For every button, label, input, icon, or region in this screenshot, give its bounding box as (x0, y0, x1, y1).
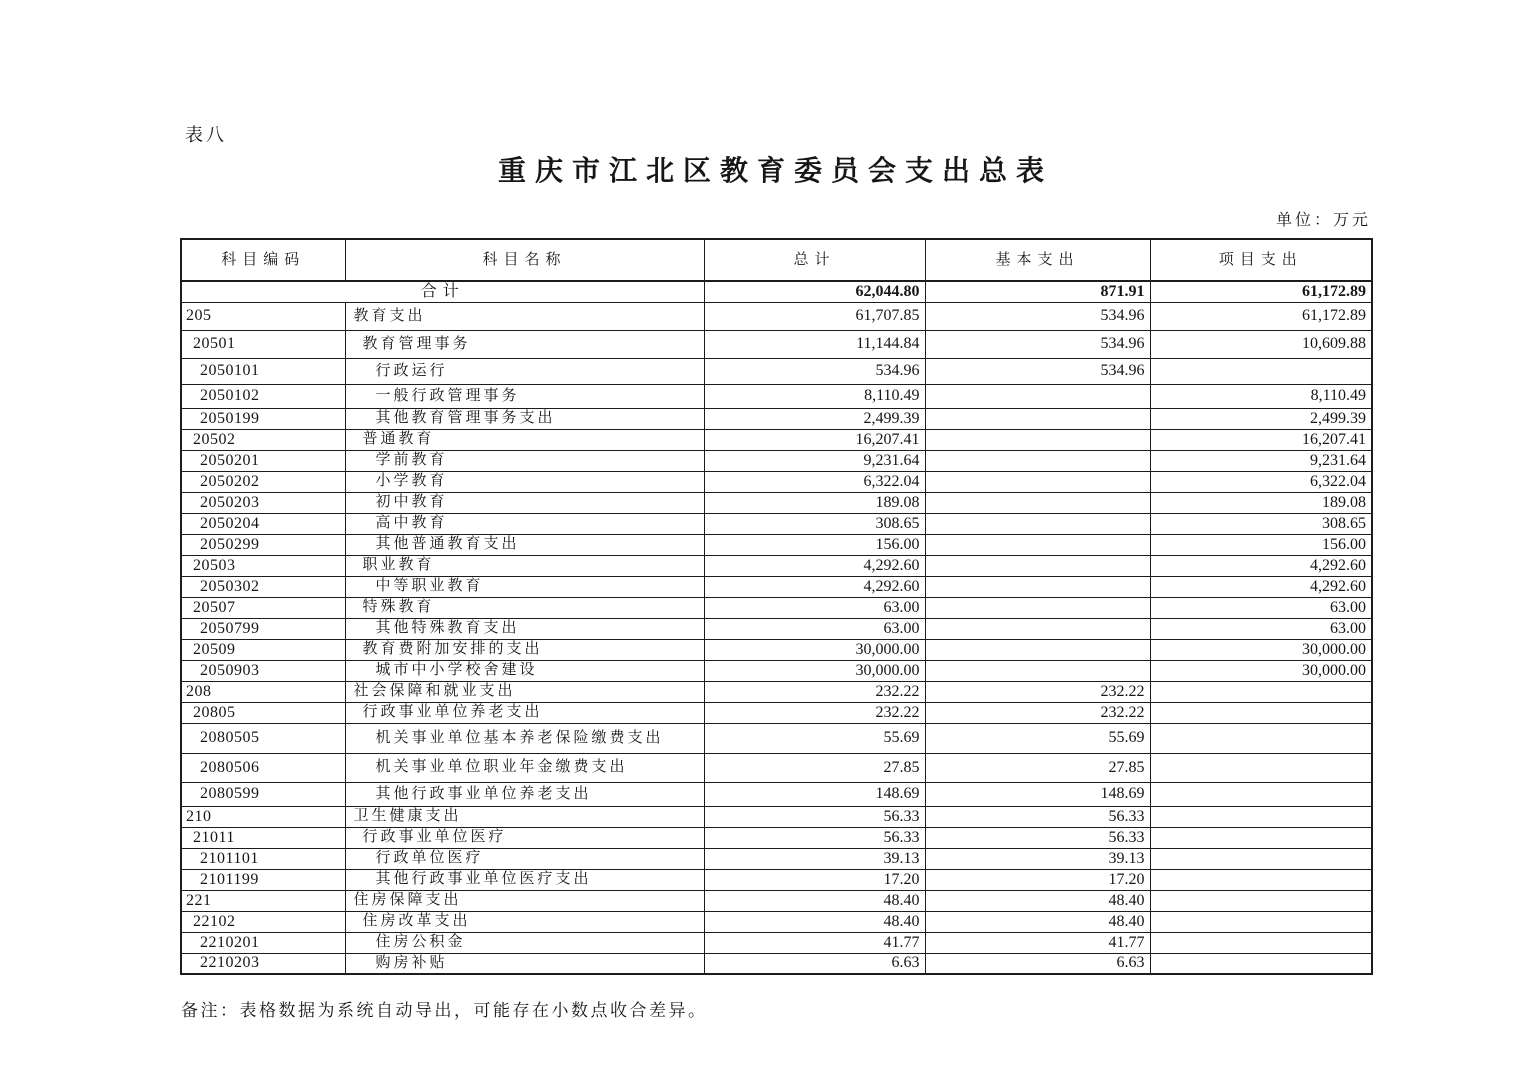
cell-subject-code: 2050302 (181, 576, 345, 597)
cell-subject-code: 221 (181, 890, 345, 911)
cell-project (1150, 932, 1372, 953)
cell-basic (925, 576, 1150, 597)
cell-total: 4,292.60 (704, 555, 925, 576)
cell-project (1150, 782, 1372, 806)
cell-subject-code: 2050299 (181, 534, 345, 555)
unit-label: 单位：万元 (1275, 212, 1371, 229)
cell-subject-code: 2050201 (181, 450, 345, 471)
cell-subject-name: 行政运行 (345, 358, 704, 384)
cell-subject-code: 2050799 (181, 618, 345, 639)
cell-basic: 534.96 (925, 302, 1150, 330)
cell-subject-code: 2210203 (181, 953, 345, 974)
cell-basic (925, 384, 1150, 408)
cell-subject-name: 其他普通教育支出 (345, 534, 704, 555)
cell-subject-code: 20501 (181, 330, 345, 358)
cell-total: 232.22 (704, 702, 925, 723)
cell-project: 4,292.60 (1150, 576, 1372, 597)
col-header-subject-name: 科目名称 (345, 239, 704, 281)
table-row (181, 618, 1372, 639)
cell-total: 2,499.39 (704, 408, 925, 429)
cell-total: 63.00 (704, 618, 925, 639)
cell-total: 16,207.41 (704, 429, 925, 450)
cell-subject-code: 208 (181, 681, 345, 702)
cell-project: 30,000.00 (1150, 639, 1372, 660)
cell-basic: 56.33 (925, 827, 1150, 848)
cell-subject-code: 2050903 (181, 660, 345, 681)
grand-total-total: 62,044.80 (704, 281, 925, 302)
cell-total: 41.77 (704, 932, 925, 953)
cell-project (1150, 827, 1372, 848)
cell-subject-name: 职业教育 (345, 555, 704, 576)
cell-project (1150, 723, 1372, 753)
cell-subject-code: 2050101 (181, 358, 345, 384)
cell-basic (925, 639, 1150, 660)
table-row (181, 408, 1372, 429)
cell-subject-code: 2080505 (181, 723, 345, 753)
cell-subject-name: 机关事业单位基本养老保险缴费支出 (345, 723, 704, 753)
cell-project: 6,322.04 (1150, 471, 1372, 492)
cell-subject-name: 普通教育 (345, 429, 704, 450)
cell-subject-code: 2050202 (181, 471, 345, 492)
cell-project: 63.00 (1150, 618, 1372, 639)
cell-total: 232.22 (704, 681, 925, 702)
cell-subject-code: 21011 (181, 827, 345, 848)
cell-subject-name: 一般行政管理事务 (345, 384, 704, 408)
cell-basic: 17.20 (925, 869, 1150, 890)
cell-subject-code: 2101101 (181, 848, 345, 869)
col-header-basic: 基本支出 (925, 239, 1150, 281)
cell-basic (925, 555, 1150, 576)
sheet-number-label: 表八 (185, 125, 227, 145)
cell-subject-name: 住房改革支出 (345, 911, 704, 932)
cell-subject-name: 社会保障和就业支出 (345, 681, 704, 702)
cell-total: 11,144.84 (704, 330, 925, 358)
cell-project (1150, 753, 1372, 782)
header-row (181, 239, 1372, 281)
grand-total-basic: 871.91 (925, 281, 1150, 302)
table-row (181, 358, 1372, 384)
cell-subject-name: 教育管理事务 (345, 330, 704, 358)
cell-total: 534.96 (704, 358, 925, 384)
table-row (181, 806, 1372, 827)
cell-subject-code: 205 (181, 302, 345, 330)
table-row (181, 723, 1372, 753)
footnote: 备注：表格数据为系统自动导出，可能存在小数点收合差异。 (181, 1001, 708, 1020)
cell-total: 4,292.60 (704, 576, 925, 597)
cell-subject-code: 210 (181, 806, 345, 827)
cell-project: 30,000.00 (1150, 660, 1372, 681)
table-row (181, 911, 1372, 932)
cell-total: 148.69 (704, 782, 925, 806)
cell-subject-code: 2050199 (181, 408, 345, 429)
cell-project: 4,292.60 (1150, 555, 1372, 576)
table-row (181, 534, 1372, 555)
table-row (181, 429, 1372, 450)
table-row (181, 681, 1372, 702)
cell-project: 156.00 (1150, 534, 1372, 555)
cell-total: 8,110.49 (704, 384, 925, 408)
table-row (181, 471, 1372, 492)
cell-total: 9,231.64 (704, 450, 925, 471)
cell-total: 156.00 (704, 534, 925, 555)
cell-project (1150, 953, 1372, 974)
expenditure-table (180, 238, 1373, 975)
cell-subject-code: 20502 (181, 429, 345, 450)
cell-subject-name: 住房保障支出 (345, 890, 704, 911)
cell-project: 63.00 (1150, 597, 1372, 618)
table-row (181, 702, 1372, 723)
cell-basic: 6.63 (925, 953, 1150, 974)
cell-subject-code: 2210201 (181, 932, 345, 953)
cell-subject-name: 城市中小学校舍建设 (345, 660, 704, 681)
cell-total: 30,000.00 (704, 639, 925, 660)
cell-basic (925, 534, 1150, 555)
cell-project (1150, 806, 1372, 827)
cell-subject-name: 教育费附加安排的支出 (345, 639, 704, 660)
cell-subject-name: 特殊教育 (345, 597, 704, 618)
cell-subject-code: 20507 (181, 597, 345, 618)
table-row (181, 639, 1372, 660)
table-row (181, 660, 1372, 681)
cell-total: 61,707.85 (704, 302, 925, 330)
table-row (181, 513, 1372, 534)
table-row (181, 302, 1372, 330)
table-row (181, 890, 1372, 911)
cell-subject-name: 住房公积金 (345, 932, 704, 953)
cell-subject-name: 行政单位医疗 (345, 848, 704, 869)
cell-subject-name: 其他行政事业单位养老支出 (345, 782, 704, 806)
table-body (181, 281, 1372, 974)
table-row (181, 827, 1372, 848)
cell-total: 56.33 (704, 806, 925, 827)
cell-project: 61,172.89 (1150, 302, 1372, 330)
cell-project: 8,110.49 (1150, 384, 1372, 408)
cell-basic (925, 429, 1150, 450)
cell-subject-name: 其他教育管理事务支出 (345, 408, 704, 429)
cell-project: 2,499.39 (1150, 408, 1372, 429)
cell-basic: 56.33 (925, 806, 1150, 827)
cell-basic (925, 408, 1150, 429)
table-row (181, 450, 1372, 471)
cell-basic: 232.22 (925, 702, 1150, 723)
cell-subject-code: 2101199 (181, 869, 345, 890)
table-row (181, 555, 1372, 576)
cell-total: 48.40 (704, 890, 925, 911)
cell-basic (925, 471, 1150, 492)
cell-project (1150, 358, 1372, 384)
table-row (181, 576, 1372, 597)
cell-subject-code: 22102 (181, 911, 345, 932)
cell-basic (925, 492, 1150, 513)
cell-basic: 41.77 (925, 932, 1150, 953)
cell-subject-code: 2050204 (181, 513, 345, 534)
cell-total: 17.20 (704, 869, 925, 890)
cell-subject-name: 教育支出 (345, 302, 704, 330)
grand-total-project: 61,172.89 (1150, 281, 1372, 302)
cell-project (1150, 911, 1372, 932)
cell-subject-name: 机关事业单位职业年金缴费支出 (345, 753, 704, 782)
cell-subject-code: 2080506 (181, 753, 345, 782)
cell-basic (925, 618, 1150, 639)
cell-subject-name: 学前教育 (345, 450, 704, 471)
table-row (181, 782, 1372, 806)
cell-subject-name: 高中教育 (345, 513, 704, 534)
col-header-project: 项目支出 (1150, 239, 1372, 281)
cell-total: 308.65 (704, 513, 925, 534)
cell-subject-code: 20805 (181, 702, 345, 723)
cell-subject-code: 20509 (181, 639, 345, 660)
cell-project: 189.08 (1150, 492, 1372, 513)
cell-subject-name: 初中教育 (345, 492, 704, 513)
cell-total: 48.40 (704, 911, 925, 932)
table-row (181, 330, 1372, 358)
cell-project (1150, 702, 1372, 723)
cell-subject-name: 卫生健康支出 (345, 806, 704, 827)
cell-subject-name: 小学教育 (345, 471, 704, 492)
table-row (181, 384, 1372, 408)
cell-total: 189.08 (704, 492, 925, 513)
cell-basic: 27.85 (925, 753, 1150, 782)
cell-project: 308.65 (1150, 513, 1372, 534)
cell-total: 27.85 (704, 753, 925, 782)
cell-basic (925, 450, 1150, 471)
table-row (181, 848, 1372, 869)
cell-project: 16,207.41 (1150, 429, 1372, 450)
cell-basic: 55.69 (925, 723, 1150, 753)
cell-basic: 148.69 (925, 782, 1150, 806)
col-header-subject-code: 科目编码 (181, 239, 345, 281)
cell-subject-name: 行政事业单位医疗 (345, 827, 704, 848)
cell-subject-code: 20503 (181, 555, 345, 576)
cell-basic: 534.96 (925, 330, 1150, 358)
cell-subject-name: 行政事业单位养老支出 (345, 702, 704, 723)
cell-total: 30,000.00 (704, 660, 925, 681)
cell-basic: 534.96 (925, 358, 1150, 384)
cell-basic: 39.13 (925, 848, 1150, 869)
cell-project (1150, 848, 1372, 869)
cell-subject-code: 2050102 (181, 384, 345, 408)
grand-total-row (181, 281, 1372, 302)
cell-subject-code: 2050203 (181, 492, 345, 513)
cell-project: 10,609.88 (1150, 330, 1372, 358)
cell-subject-name: 中等职业教育 (345, 576, 704, 597)
cell-total: 39.13 (704, 848, 925, 869)
cell-project (1150, 869, 1372, 890)
cell-total: 6.63 (704, 953, 925, 974)
cell-subject-name: 其他行政事业单位医疗支出 (345, 869, 704, 890)
table-row (181, 953, 1372, 974)
cell-basic (925, 660, 1150, 681)
cell-basic: 232.22 (925, 681, 1150, 702)
cell-total: 6,322.04 (704, 471, 925, 492)
table-row (181, 597, 1372, 618)
cell-project: 9,231.64 (1150, 450, 1372, 471)
table-row (181, 753, 1372, 782)
cell-project (1150, 681, 1372, 702)
cell-basic: 48.40 (925, 911, 1150, 932)
cell-total: 63.00 (704, 597, 925, 618)
col-header-total: 总计 (704, 239, 925, 281)
cell-total: 55.69 (704, 723, 925, 753)
cell-basic (925, 597, 1150, 618)
cell-basic (925, 513, 1150, 534)
cell-total: 56.33 (704, 827, 925, 848)
page-title: 重庆市江北区教育委员会支出总表 (497, 156, 1053, 187)
grand-total-label: 合计 (181, 281, 704, 302)
table-row (181, 492, 1372, 513)
table-row (181, 869, 1372, 890)
cell-subject-code: 2080599 (181, 782, 345, 806)
cell-basic: 48.40 (925, 890, 1150, 911)
cell-project (1150, 890, 1372, 911)
cell-subject-name: 其他特殊教育支出 (345, 618, 704, 639)
table-row (181, 932, 1372, 953)
cell-subject-name: 购房补贴 (345, 953, 704, 974)
